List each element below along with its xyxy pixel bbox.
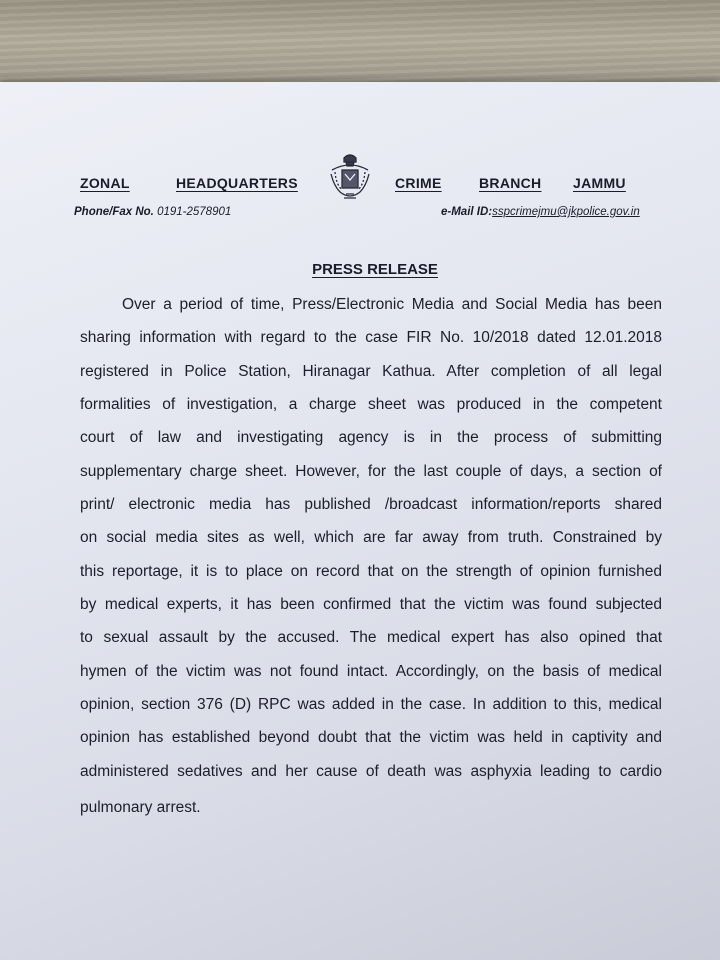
email	[441, 206, 640, 218]
police-emblem-icon	[326, 150, 374, 202]
body-line: Over a period of time, Press/Electronic Media and Social Media has been	[122, 296, 662, 313]
header-crime: CRIME	[395, 175, 442, 191]
body-line: formalities of investigation, a charge sheet was produced in the competent	[80, 396, 662, 413]
body-line: administered sedatives and her cause of death was asphyxia leading to cardio	[80, 763, 662, 780]
body-line: pulmonary arrest.	[80, 799, 201, 816]
phone-value: 0191-2578901	[157, 206, 232, 218]
body-line: opinion has established beyond doubt that the victim was held in captivity and	[80, 729, 662, 746]
body-line: registered in Police Station, Hiranagar Kathua. After completion of all legal	[80, 363, 662, 380]
header-headquarters: HEADQUARTERS	[176, 175, 298, 191]
email-label: e-Mail ID:	[441, 206, 493, 218]
body-line: sharing information with regard to the case FIR No. 10/2018 dated 12.01.2018	[80, 329, 662, 346]
header-jammu: JAMMU	[573, 175, 626, 191]
body-line: court of law and investigating agency is in the process of submitting	[80, 429, 662, 446]
phone-label: Phone/Fax No.	[74, 206, 154, 218]
body-line: supplementary charge sheet. However, for the last couple of days, a section of	[80, 463, 662, 480]
body-line: to sexual assault by the accused. The medical expert has also opined that	[80, 629, 662, 646]
body-line: this reportage, it is to place on record that on the strength of opinion furnished	[80, 563, 662, 580]
document-title: PRESS RELEASE	[312, 261, 438, 278]
phone-fax	[74, 206, 231, 218]
header-branch: BRANCH	[479, 175, 542, 191]
body-line: hymen of the victim was not found intact. Accordingly, on the basis of medical	[80, 663, 662, 680]
body-line: print/ electronic media has published /broadcast information/reports shared	[80, 496, 662, 513]
body-line: by medical experts, it has been confirmed that the victim was found subjected	[80, 596, 662, 613]
header-zonal: ZONAL	[80, 175, 130, 191]
email-link[interactable]: sspcrimejmu@jkpolice.gov.in	[492, 206, 640, 218]
body-line: opinion, section 376 (D) RPC was added in the case. In addition to this, medical	[80, 696, 662, 713]
body-line: on social media sites as well, which are far away from truth. Constrained by	[80, 529, 662, 546]
